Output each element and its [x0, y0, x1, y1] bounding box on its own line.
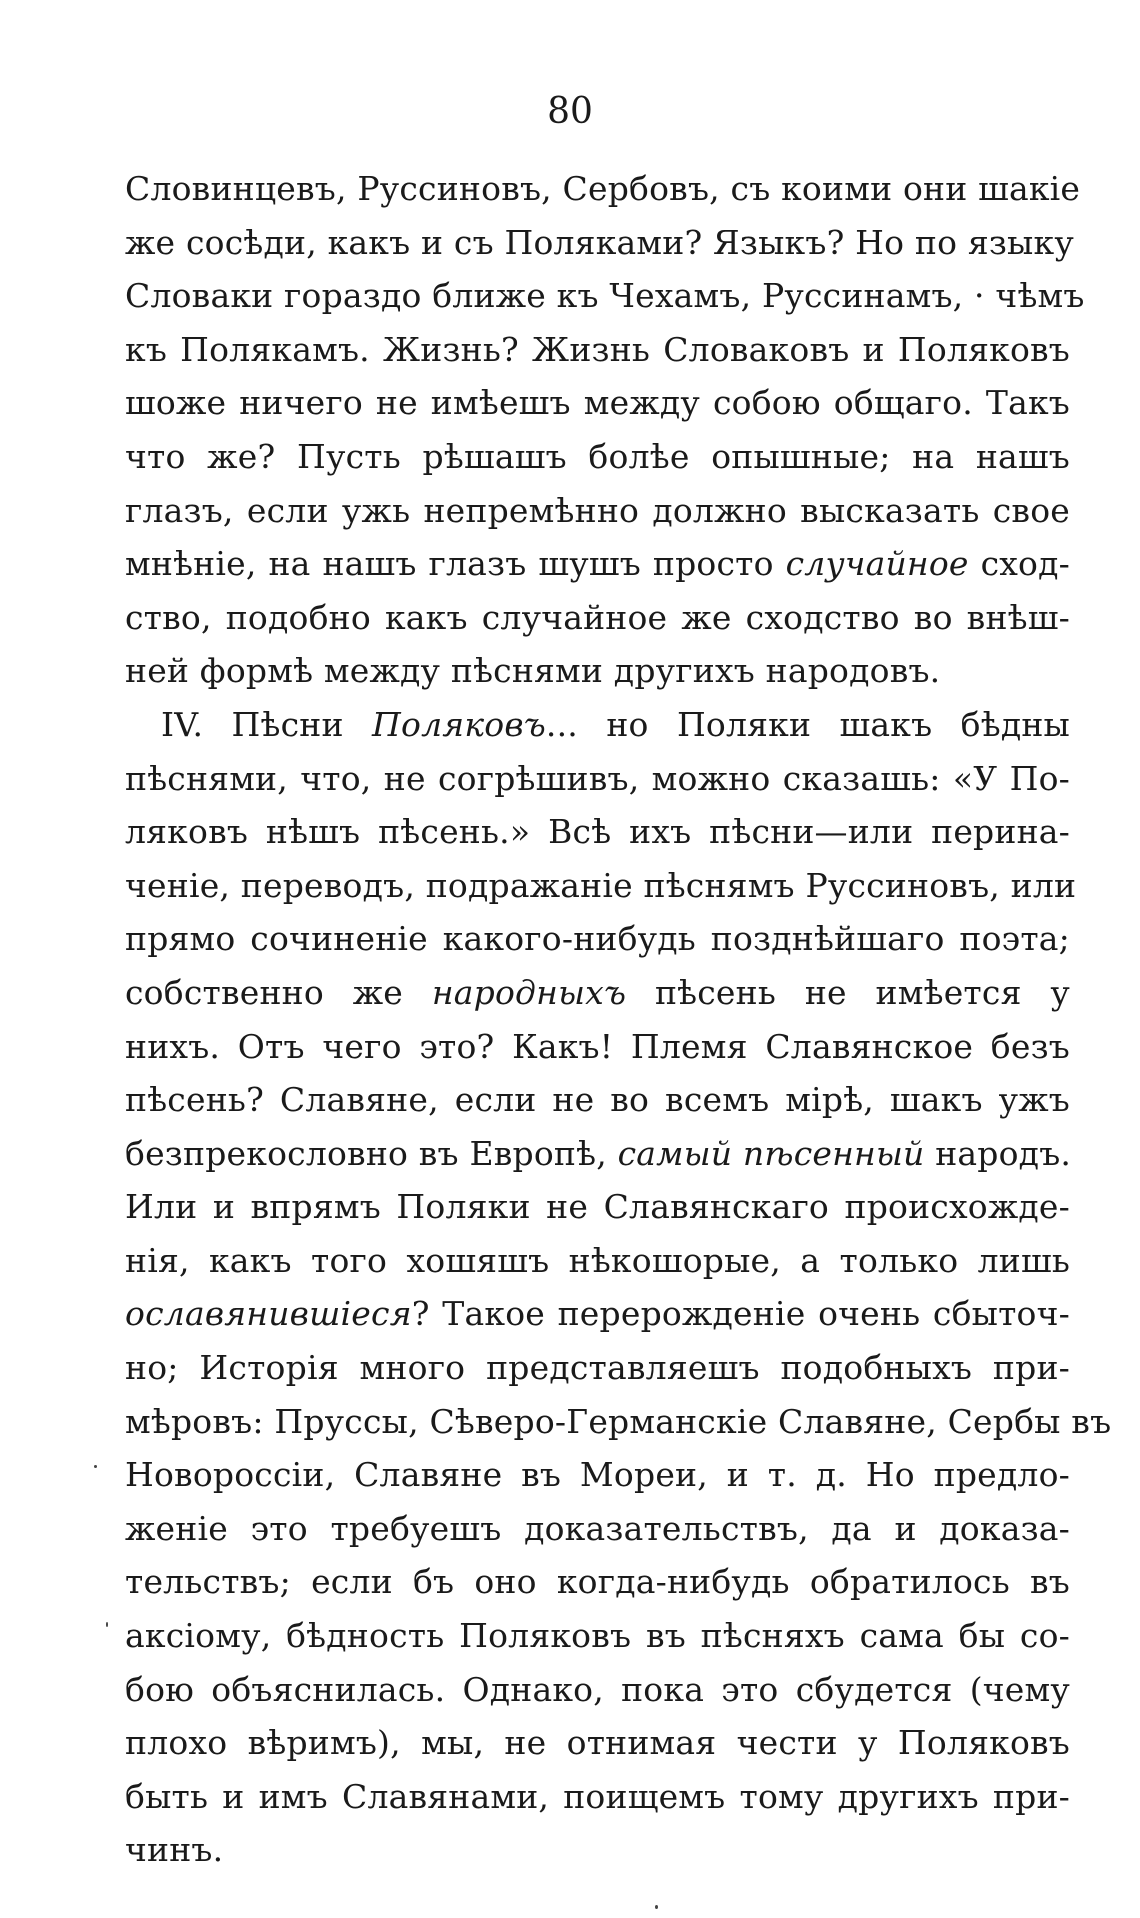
text-line: шоже ничего не имѣешъ между собою общаго. Такъ — [125, 383, 1070, 423]
text-line: пѣснями, что, не согрѣшивъ, можно сказашь: «У По- — [125, 758, 1070, 798]
text-line: мнѣніе, на нашъ глазъ шушъ просто случайное сход- — [125, 544, 1070, 584]
text-line: нія, какъ того хошяшъ нѣкошорые, а только лишь — [125, 1240, 1070, 1280]
text-line: глазъ, если ужь непремѣнно должно высказать свое — [125, 490, 1070, 530]
text-line: Словинцевъ, Руссиновъ, Сербовъ, съ коими они шакіе — [125, 169, 1081, 208]
text-line: къ Полякамъ. Жизнь? Жизнь Словаковъ и Поляковъ — [125, 329, 1070, 369]
text-line: быть и имъ Славянами, поищемъ тому другихъ при- — [125, 1776, 1070, 1816]
text-line: безпрекословно въ Европѣ, самый пѣсенный народъ. — [125, 1133, 1072, 1173]
text-line: прямо сочиненіе какого-нибудь позднѣйшаго поэта; — [125, 919, 1070, 959]
text-line: ченіе, переводъ, подражаніе пѣснямъ Руссиновъ, или — [125, 865, 1077, 905]
text-line: Словаки гораздо ближе къ Чехамъ, Руссинамъ, · чѣмъ — [125, 276, 1085, 316]
paragraph-end-line: чинъ. — [125, 1830, 224, 1870]
text-line: ляковъ нѣшъ пѣсень.» Всѣ ихъ пѣсни—или перина- — [125, 812, 1070, 852]
italic-emphasis: самый пѣсенный — [617, 1133, 925, 1173]
text-line: что же? Пусть рѣшашъ болѣе опышные; на нашъ — [125, 436, 1070, 476]
text-line: нихъ. Отъ чего это? Какъ! Племя Славянское безъ — [125, 1026, 1070, 1066]
text-line: аксіому, бѣдность Поляковъ въ пѣсняхъ сама бы со- — [125, 1616, 1070, 1656]
text-line: плохо вѣримъ), мы, не отнимая чести у Поляковъ — [125, 1723, 1070, 1763]
italic-emphasis: ославянившіеся — [125, 1294, 412, 1334]
text-line: мѣровъ: Пруссы, Сѣверо-Германскіе Славяне, Сербы въ — [125, 1401, 1112, 1441]
print-speck — [106, 1622, 108, 1627]
print-speck — [655, 1905, 658, 1909]
page-number: 80 — [547, 91, 593, 132]
text-line: женіе это требуешъ доказательствъ, да и доказа- — [125, 1508, 1070, 1548]
text-line: но; Исторія много представляешъ подобныхъ при- — [125, 1348, 1070, 1388]
text-line: пѣсень? Славяне, если не во всемъ мірѣ, шакъ ужъ — [125, 1080, 1070, 1120]
italic-emphasis: случайное — [785, 544, 969, 584]
text-line: ославянившіеся? Такое перерожденіе очень сбыточ- — [125, 1294, 1070, 1334]
paragraph-end-line: ней формѣ между пѣснями другихъ народовъ. — [125, 651, 941, 691]
text-line: ство, подобно какъ случайное же сходство во внѣш- — [125, 597, 1070, 637]
text-line: тельствъ; если бъ оно когда-нибудь обратилось въ — [125, 1562, 1070, 1602]
text-line: Новороссіи, Славяне въ Мореи, и т. д. Но предло- — [125, 1455, 1070, 1495]
text-line: же сосѣди, какъ и съ Поляками? Языкъ? Но по языку — [125, 222, 1074, 262]
section-heading-line: IV. Пѣсни Поляковъ... но Поляки шакъ бѣдны — [161, 704, 1070, 744]
italic-emphasis: Поляковъ — [372, 704, 546, 744]
text-line: Или и впрямъ Поляки не Славянскаго происхожде- — [125, 1187, 1070, 1227]
print-speck — [94, 1465, 97, 1468]
text-line: бою объяснилась. Однако, пока это сбудется (чему — [125, 1669, 1070, 1709]
body-text — [125, 162, 1112, 1877]
italic-emphasis: народныхъ — [431, 972, 627, 1012]
text-line: собственно же народныхъ пѣсень не имѣется у — [125, 972, 1070, 1012]
